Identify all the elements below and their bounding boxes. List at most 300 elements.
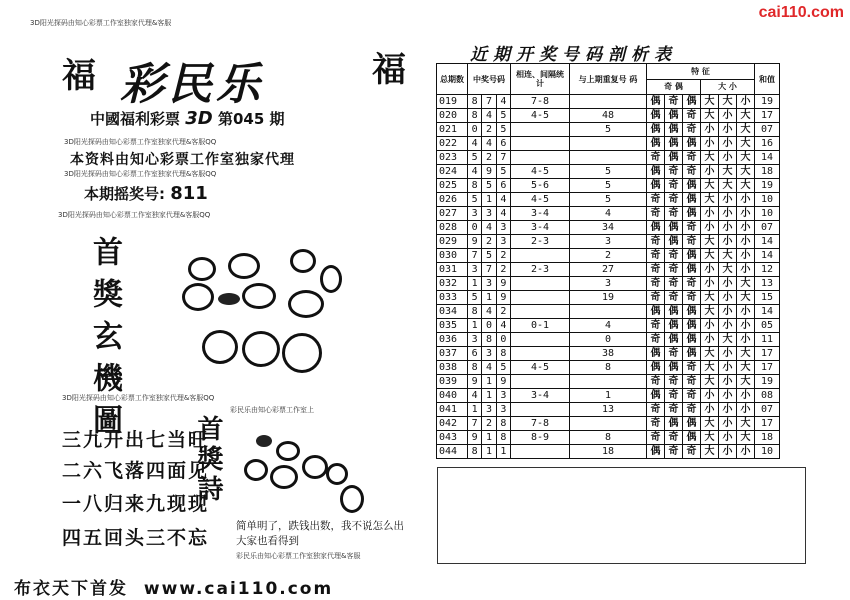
cell-adjacent: 3-4 — [511, 207, 570, 221]
cell-big-small: 小 — [737, 263, 755, 277]
table-row — [437, 193, 780, 207]
page-title: 彩民乐 — [120, 59, 264, 110]
cell-big-small: 大 — [737, 417, 755, 431]
cell-adjacent — [511, 123, 570, 137]
empty-notes-box — [437, 467, 806, 564]
cell-odd-even: 奇 — [683, 221, 701, 235]
cell-sum: 14 — [755, 235, 780, 249]
cell-issue: 040 — [437, 389, 468, 403]
cell-sum: 18 — [755, 431, 780, 445]
cell-repeat: 8 — [570, 431, 647, 445]
header-number: 中奖号码 — [468, 64, 511, 95]
cell-odd-even: 奇 — [683, 403, 701, 417]
cell-digit: 1 — [468, 403, 482, 417]
table-row — [437, 347, 780, 361]
table-row — [437, 431, 780, 445]
poem-line-3: 一八归来九现现 — [62, 493, 210, 515]
cell-odd-even: 奇 — [683, 445, 701, 459]
cell-big-small: 小 — [701, 137, 719, 151]
table-row — [437, 403, 780, 417]
cell-big-small: 小 — [719, 151, 737, 165]
cell-big-small: 大 — [701, 431, 719, 445]
poem-line-1: 三九开出七当旺 — [62, 429, 210, 451]
poem-title: 首獎詩 — [193, 415, 223, 505]
cell-big-small: 大 — [719, 263, 737, 277]
cell-sum: 10 — [755, 193, 780, 207]
cell-odd-even: 偶 — [683, 319, 701, 333]
cell-big-small: 小 — [719, 417, 737, 431]
cell-adjacent: 5-6 — [511, 179, 570, 193]
cell-repeat — [570, 305, 647, 319]
cell-digit: 4 — [496, 207, 510, 221]
cell-digit: 8 — [468, 179, 482, 193]
cell-issue: 028 — [437, 221, 468, 235]
tiny-caption-poem: 彩民乐由知心彩票工作室上 — [230, 406, 314, 414]
cell-odd-even: 偶 — [683, 263, 701, 277]
cell-digit: 8 — [468, 95, 482, 109]
table-row — [437, 263, 780, 277]
cell-issue: 025 — [437, 179, 468, 193]
poem-blob — [340, 485, 364, 513]
cell-odd-even: 奇 — [647, 277, 665, 291]
cell-issue: 044 — [437, 445, 468, 459]
cell-odd-even: 偶 — [647, 445, 665, 459]
cell-issue: 036 — [437, 333, 468, 347]
cell-repeat: 1 — [570, 389, 647, 403]
cell-odd-even: 奇 — [665, 249, 683, 263]
cell-digit: 9 — [468, 431, 482, 445]
puzzle-blob — [242, 331, 280, 367]
cell-odd-even: 偶 — [683, 207, 701, 221]
header-repeat: 与上期重复号 码 — [570, 64, 647, 95]
cell-digit: 5 — [496, 109, 510, 123]
cell-big-small: 小 — [701, 123, 719, 137]
cell-big-small: 小 — [701, 333, 719, 347]
cell-odd-even: 奇 — [665, 445, 683, 459]
cell-big-small: 大 — [701, 347, 719, 361]
cell-big-small: 大 — [701, 291, 719, 305]
cell-repeat: 34 — [570, 221, 647, 235]
cell-odd-even: 奇 — [647, 151, 665, 165]
cell-odd-even: 偶 — [665, 221, 683, 235]
cell-sum: 07 — [755, 221, 780, 235]
cell-big-small: 小 — [737, 193, 755, 207]
cell-odd-even: 奇 — [665, 179, 683, 193]
cell-digit: 0 — [468, 123, 482, 137]
cell-digit: 5 — [468, 151, 482, 165]
cell-sum: 07 — [755, 123, 780, 137]
cell-adjacent: 8-9 — [511, 431, 570, 445]
poem-blob — [302, 455, 328, 479]
cell-adjacent: 4-5 — [511, 165, 570, 179]
cell-odd-even: 奇 — [665, 291, 683, 305]
cell-big-small: 小 — [719, 431, 737, 445]
cell-digit: 8 — [468, 305, 482, 319]
cell-sum: 14 — [755, 305, 780, 319]
cell-issue: 024 — [437, 165, 468, 179]
puzzle-blob — [202, 330, 238, 364]
cell-odd-even: 奇 — [665, 403, 683, 417]
cell-odd-even: 偶 — [683, 333, 701, 347]
table-row — [437, 249, 780, 263]
cell-adjacent — [511, 277, 570, 291]
table-row — [437, 221, 780, 235]
cell-big-small: 小 — [701, 389, 719, 403]
cell-digit: 3 — [468, 263, 482, 277]
cell-big-small: 大 — [737, 347, 755, 361]
table-row — [437, 179, 780, 193]
poem-line-4: 四五回头三不忘 — [62, 527, 210, 549]
cell-digit: 4 — [482, 109, 496, 123]
cell-big-small: 大 — [701, 235, 719, 249]
puzzle-blob — [242, 283, 276, 309]
cell-digit: 3 — [482, 207, 496, 221]
cell-big-small: 大 — [719, 179, 737, 193]
cell-big-small: 小 — [719, 403, 737, 417]
cell-repeat: 0 — [570, 333, 647, 347]
cell-digit: 9 — [496, 291, 510, 305]
poem-line-2: 二六飞落四面见 — [62, 460, 210, 482]
cell-digit: 1 — [482, 445, 496, 459]
poem-blob — [270, 465, 298, 489]
cell-big-small: 小 — [737, 95, 755, 109]
cell-digit: 5 — [496, 361, 510, 375]
cell-adjacent — [511, 445, 570, 459]
header-features: 特 征 — [647, 64, 755, 80]
cell-digit: 4 — [482, 137, 496, 151]
cell-digit: 6 — [468, 347, 482, 361]
cell-issue: 031 — [437, 263, 468, 277]
cell-odd-even: 奇 — [665, 263, 683, 277]
header-big-small: 大 小 — [701, 79, 755, 95]
cell-big-small: 大 — [737, 277, 755, 291]
cell-big-small: 大 — [701, 109, 719, 123]
table-row — [437, 305, 780, 319]
cell-sum: 17 — [755, 347, 780, 361]
table-row — [437, 137, 780, 151]
cell-big-small: 大 — [701, 305, 719, 319]
header-sum: 和值 — [755, 64, 780, 95]
cell-issue: 029 — [437, 235, 468, 249]
cell-odd-even: 偶 — [647, 137, 665, 151]
cell-big-small: 大 — [701, 151, 719, 165]
cell-big-small: 大 — [719, 165, 737, 179]
cell-sum: 05 — [755, 319, 780, 333]
cell-digit: 6 — [496, 137, 510, 151]
draw-number-line — [84, 183, 208, 204]
cell-odd-even: 偶 — [683, 95, 701, 109]
cell-odd-even: 偶 — [647, 179, 665, 193]
cell-odd-even: 偶 — [683, 249, 701, 263]
cell-odd-even: 奇 — [647, 291, 665, 305]
cell-sum: 16 — [755, 137, 780, 151]
cell-adjacent: 3-4 — [511, 389, 570, 403]
cell-odd-even: 偶 — [665, 333, 683, 347]
poem-picture — [240, 425, 370, 515]
cell-digit: 4 — [468, 389, 482, 403]
cell-sum: 08 — [755, 389, 780, 403]
cell-issue: 026 — [437, 193, 468, 207]
cell-sum: 14 — [755, 151, 780, 165]
cell-adjacent: 3-4 — [511, 221, 570, 235]
cell-repeat: 4 — [570, 207, 647, 221]
cell-big-small: 小 — [719, 207, 737, 221]
cell-odd-even: 奇 — [647, 417, 665, 431]
cell-big-small: 大 — [701, 417, 719, 431]
cell-digit: 1 — [468, 277, 482, 291]
cell-issue: 043 — [437, 431, 468, 445]
cell-odd-even: 奇 — [665, 165, 683, 179]
cell-digit: 9 — [496, 375, 510, 389]
cell-big-small: 小 — [737, 445, 755, 459]
table-row — [437, 165, 780, 179]
cell-adjacent: 7-8 — [511, 417, 570, 431]
tiny-caption-top: 3D阳光探码由知心彩票工作室独家代理&客服 — [30, 19, 172, 27]
cell-odd-even: 奇 — [683, 361, 701, 375]
cell-odd-even: 偶 — [665, 361, 683, 375]
cell-digit: 8 — [496, 347, 510, 361]
puzzle-picture — [170, 235, 400, 385]
table-row — [437, 417, 780, 431]
cell-digit: 1 — [482, 375, 496, 389]
tiny-caption-bottom: 彩民乐由知心彩票工作室独家代理&客服 — [236, 552, 361, 560]
cell-digit: 4 — [482, 361, 496, 375]
draw-label: 本期摇奖号: — [84, 185, 165, 203]
cell-issue: 020 — [437, 109, 468, 123]
cell-odd-even: 奇 — [665, 389, 683, 403]
cell-sum: 10 — [755, 207, 780, 221]
cell-repeat: 4 — [570, 319, 647, 333]
cell-odd-even: 奇 — [647, 431, 665, 445]
cell-odd-even: 奇 — [683, 389, 701, 403]
cell-odd-even: 奇 — [647, 375, 665, 389]
cell-big-small: 大 — [701, 179, 719, 193]
cell-adjacent — [511, 403, 570, 417]
cell-repeat — [570, 417, 647, 431]
cell-odd-even: 奇 — [647, 193, 665, 207]
cell-odd-even: 偶 — [647, 305, 665, 319]
cell-digit: 2 — [482, 123, 496, 137]
cell-adjacent — [511, 291, 570, 305]
cell-sum: 15 — [755, 291, 780, 305]
poem-blob — [276, 441, 300, 461]
cell-big-small: 大 — [719, 249, 737, 263]
cell-big-small: 大 — [737, 151, 755, 165]
cell-digit: 2 — [482, 235, 496, 249]
table-row — [437, 445, 780, 459]
cell-digit: 2 — [482, 151, 496, 165]
cell-odd-even: 奇 — [647, 319, 665, 333]
cell-digit: 1 — [482, 193, 496, 207]
cell-big-small: 小 — [719, 445, 737, 459]
footer-url: www.cai110.com — [143, 579, 334, 599]
cell-repeat: 5 — [570, 193, 647, 207]
cell-digit: 1 — [482, 291, 496, 305]
cell-digit: 4 — [468, 165, 482, 179]
subtitle-3d: 3D — [185, 108, 213, 129]
cell-big-small: 大 — [701, 361, 719, 375]
cell-adjacent — [511, 305, 570, 319]
cell-digit: 5 — [496, 165, 510, 179]
cell-issue: 034 — [437, 305, 468, 319]
cell-odd-even: 偶 — [647, 165, 665, 179]
cell-odd-even: 偶 — [665, 305, 683, 319]
cell-adjacent: 4-5 — [511, 361, 570, 375]
cell-repeat: 8 — [570, 361, 647, 375]
cell-odd-even: 奇 — [683, 277, 701, 291]
puzzle-blob — [290, 249, 316, 273]
cell-odd-even: 偶 — [647, 347, 665, 361]
cell-odd-even: 奇 — [683, 375, 701, 389]
cell-adjacent — [511, 375, 570, 389]
cell-repeat: 5 — [570, 179, 647, 193]
poem-blob — [326, 463, 348, 485]
cell-odd-even: 偶 — [683, 431, 701, 445]
cell-big-small: 大 — [737, 109, 755, 123]
table-row — [437, 319, 780, 333]
cell-repeat: 19 — [570, 291, 647, 305]
cell-sum: 17 — [755, 109, 780, 123]
cell-sum: 11 — [755, 333, 780, 347]
cell-adjacent: 4-5 — [511, 109, 570, 123]
cell-big-small: 小 — [737, 333, 755, 347]
cell-odd-even: 偶 — [665, 235, 683, 249]
cell-big-small: 大 — [737, 123, 755, 137]
cell-odd-even: 偶 — [647, 109, 665, 123]
cell-odd-even: 奇 — [665, 431, 683, 445]
cell-repeat: 2 — [570, 249, 647, 263]
tiny-caption-mid: 3D阳光探码由知心彩票工作室独家代理&客服QQ — [62, 394, 215, 402]
agent-line: 本资料由知心彩票工作室独家代理 — [70, 152, 295, 168]
cell-digit: 3 — [496, 221, 510, 235]
cell-digit: 4 — [482, 305, 496, 319]
cell-digit: 3 — [482, 347, 496, 361]
cell-issue: 038 — [437, 361, 468, 375]
cell-sum: 10 — [755, 445, 780, 459]
cell-repeat: 5 — [570, 165, 647, 179]
cell-digit: 1 — [496, 445, 510, 459]
cell-big-small: 小 — [737, 403, 755, 417]
cell-odd-even: 偶 — [647, 361, 665, 375]
cell-big-small: 小 — [701, 319, 719, 333]
cell-digit: 9 — [468, 235, 482, 249]
tiny-caption-under: 3D阳光探码由知心彩票工作室独家代理&客服QQ — [58, 211, 211, 219]
cell-odd-even: 奇 — [665, 95, 683, 109]
cell-odd-even: 偶 — [665, 151, 683, 165]
table-row — [437, 151, 780, 165]
cell-repeat: 38 — [570, 347, 647, 361]
cell-odd-even: 偶 — [665, 109, 683, 123]
cell-digit: 0 — [496, 333, 510, 347]
cell-big-small: 小 — [719, 123, 737, 137]
cell-odd-even: 偶 — [665, 319, 683, 333]
table-row — [437, 375, 780, 389]
cell-adjacent: 2-3 — [511, 263, 570, 277]
table-row — [437, 333, 780, 347]
cell-digit: 3 — [482, 277, 496, 291]
cell-repeat: 13 — [570, 403, 647, 417]
cell-big-small: 大 — [701, 193, 719, 207]
cell-odd-even: 偶 — [683, 137, 701, 151]
cell-repeat: 3 — [570, 235, 647, 249]
cell-digit: 5 — [468, 193, 482, 207]
cell-digit: 1 — [482, 431, 496, 445]
cell-odd-even: 奇 — [683, 291, 701, 305]
cell-adjacent: 4-5 — [511, 193, 570, 207]
cell-big-small: 小 — [701, 207, 719, 221]
cell-big-small: 大 — [737, 431, 755, 445]
cell-digit: 5 — [496, 123, 510, 137]
cell-odd-even: 偶 — [665, 123, 683, 137]
cell-big-small: 小 — [737, 249, 755, 263]
subtitle-lottery: 中國福利彩票 — [90, 110, 181, 128]
cell-repeat: 5 — [570, 123, 647, 137]
cell-digit: 2 — [496, 249, 510, 263]
cell-big-small: 小 — [719, 193, 737, 207]
table-row — [437, 95, 780, 109]
cell-odd-even: 偶 — [647, 389, 665, 403]
table-row — [437, 277, 780, 291]
cell-sum: 14 — [755, 249, 780, 263]
cell-odd-even: 奇 — [647, 333, 665, 347]
cell-odd-even: 偶 — [683, 179, 701, 193]
cell-digit: 5 — [482, 179, 496, 193]
cell-issue: 039 — [437, 375, 468, 389]
footer — [14, 574, 333, 599]
cell-big-small: 大 — [737, 361, 755, 375]
watermark-logo: cai110.com — [758, 4, 844, 21]
cell-issue: 037 — [437, 347, 468, 361]
cell-big-small: 小 — [701, 221, 719, 235]
cell-big-small: 小 — [719, 347, 737, 361]
footer-text: 布衣天下首发 — [14, 579, 128, 599]
cell-digit: 1 — [468, 319, 482, 333]
note-text: 简单明了，跌钱出数，我不说怎么出大家也看得到 — [236, 520, 404, 547]
cell-odd-even: 奇 — [683, 235, 701, 249]
cell-adjacent — [511, 347, 570, 361]
cell-sum: 13 — [755, 277, 780, 291]
table-row — [437, 361, 780, 375]
cell-big-small: 小 — [719, 137, 737, 151]
cell-repeat — [570, 375, 647, 389]
cell-big-small: 小 — [719, 291, 737, 305]
cell-odd-even: 奇 — [647, 263, 665, 277]
cell-digit: 7 — [468, 417, 482, 431]
cell-big-small: 小 — [701, 165, 719, 179]
poem-blob — [244, 459, 268, 481]
cell-big-small: 小 — [737, 235, 755, 249]
cell-digit: 8 — [482, 333, 496, 347]
cell-big-small: 小 — [719, 235, 737, 249]
cell-big-small: 小 — [719, 319, 737, 333]
cell-big-small: 大 — [719, 95, 737, 109]
cell-odd-even: 奇 — [647, 235, 665, 249]
puzzle-blob — [288, 290, 324, 318]
cell-odd-even: 偶 — [683, 347, 701, 361]
cell-big-small: 小 — [719, 361, 737, 375]
cell-big-small: 小 — [737, 319, 755, 333]
cell-odd-even: 奇 — [683, 109, 701, 123]
cell-odd-even: 奇 — [665, 277, 683, 291]
cell-digit: 9 — [468, 375, 482, 389]
cell-odd-even: 偶 — [665, 137, 683, 151]
draw-history-table — [436, 63, 780, 459]
cell-big-small: 小 — [719, 221, 737, 235]
table-row — [437, 235, 780, 249]
subtitle — [90, 108, 285, 129]
cell-digit: 3 — [468, 207, 482, 221]
cell-issue: 035 — [437, 319, 468, 333]
